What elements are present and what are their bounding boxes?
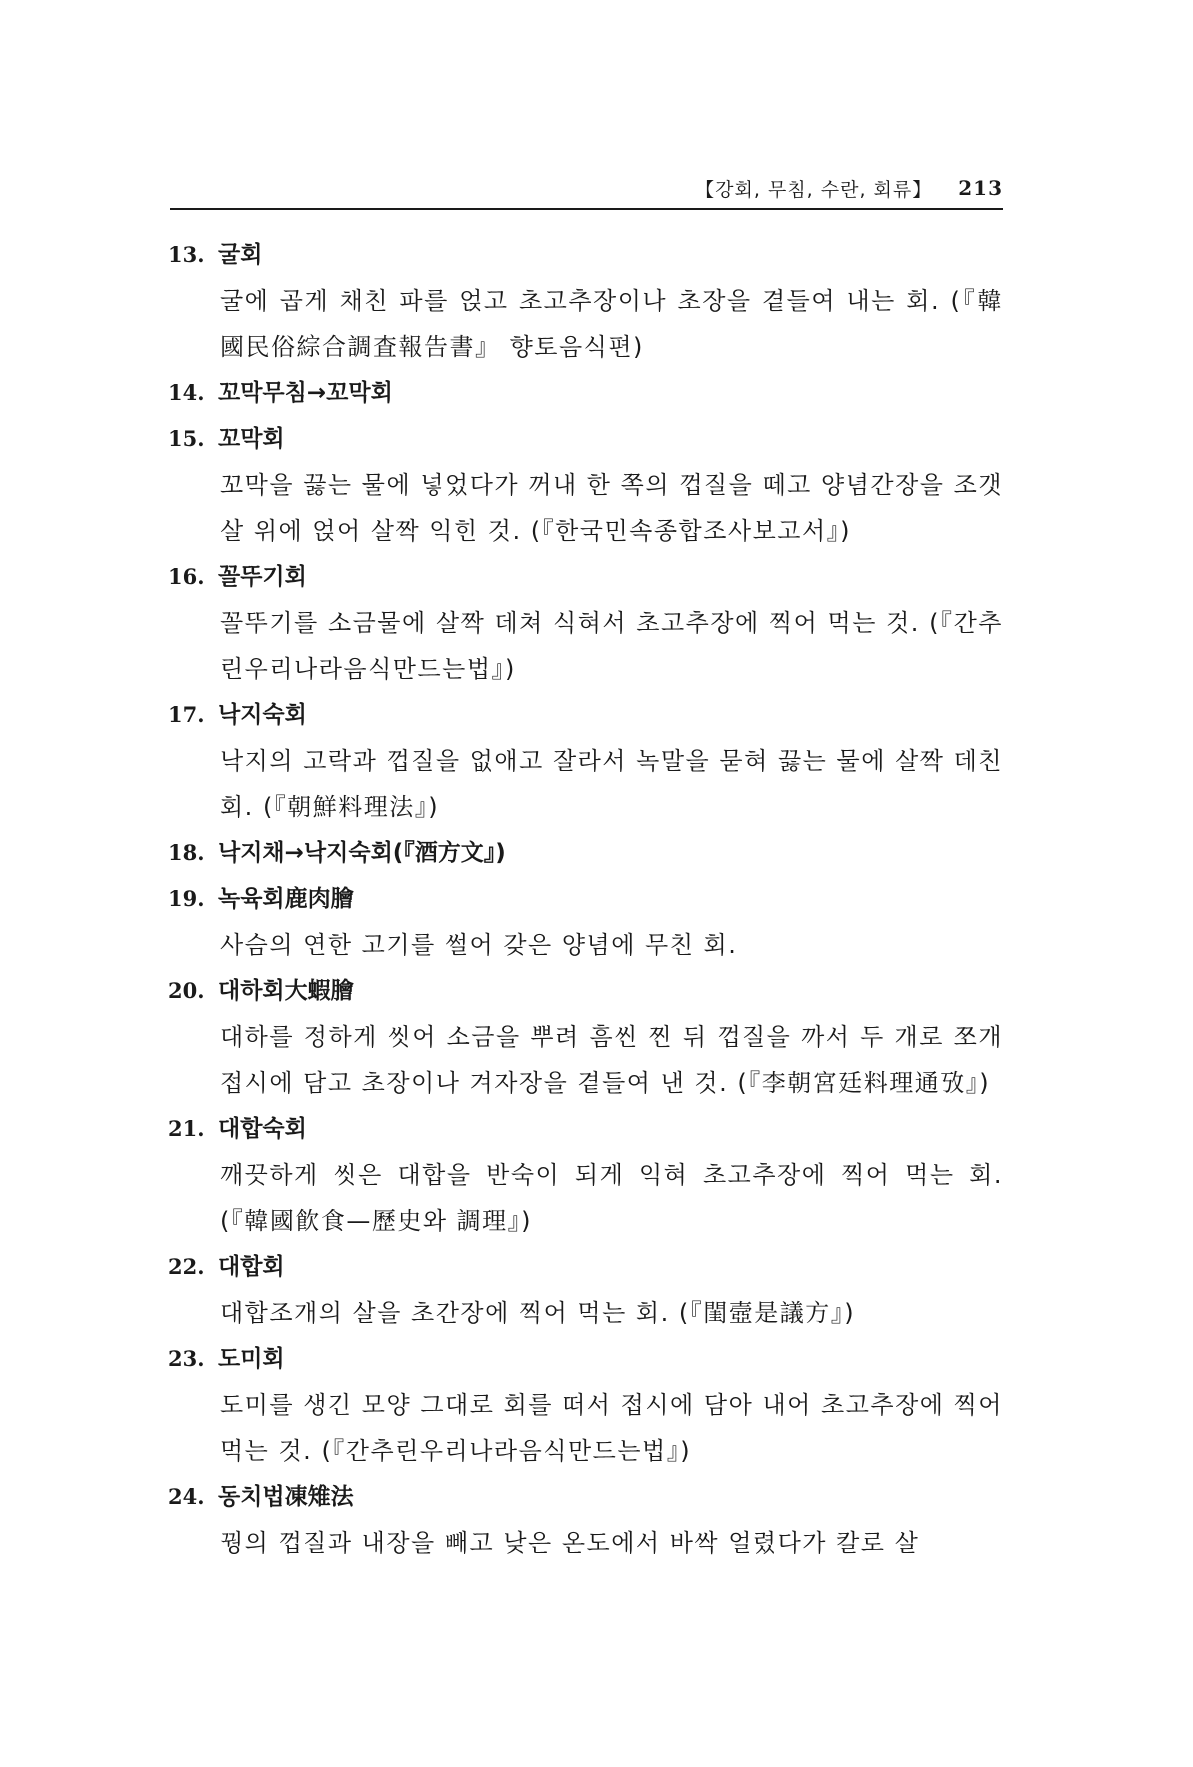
glossary-entry <box>168 1336 1003 1474</box>
entry-heading <box>168 876 1003 922</box>
entry-heading <box>168 830 1003 876</box>
entry-title: 동치법凍雉法 <box>218 1484 354 1510</box>
entry-number: 19. <box>168 886 205 911</box>
entry-heading <box>168 1244 1003 1290</box>
entry-title: 대합회 <box>218 1254 285 1280</box>
glossary-entry <box>168 416 1003 554</box>
entry-number: 23. <box>168 1346 205 1371</box>
entry-heading <box>168 1106 1003 1152</box>
entry-heading <box>168 370 1003 416</box>
glossary-entry <box>168 876 1003 968</box>
glossary-entry <box>168 232 1003 370</box>
entry-number: 21. <box>168 1116 205 1141</box>
entry-heading <box>168 1336 1003 1382</box>
entry-number: 13. <box>168 242 205 267</box>
entry-number: 20. <box>168 978 205 1003</box>
entry-title: 낙지채→낙지숙회(『酒方文』) <box>218 840 506 866</box>
entry-title: 꼬막무침→꼬막회 <box>218 380 393 406</box>
glossary-entry <box>168 692 1003 830</box>
entry-number: 18. <box>168 840 205 865</box>
entry-definition: 꼬막을 끓는 물에 넣었다가 꺼내 한 쪽의 껍질을 떼고 양념간장을 조갯살 위에 얹어 살짝 익힌 것. (『한국민속종합조사보고서』) <box>220 471 1003 545</box>
entry-definition: 꼴뚜기를 소금물에 살짝 데쳐 식혀서 초고추장에 찍어 먹는 것. (『간추린우리나라음식만드는법』) <box>220 609 1003 683</box>
glossary-entry <box>168 1106 1003 1244</box>
entry-definition: 굴에 곱게 채친 파를 얹고 초고추장이나 초장을 곁들여 내는 회. (『韓國民俗綜合調査報告書』 향토음식편) <box>220 287 1003 361</box>
glossary-entry <box>168 554 1003 692</box>
entry-heading <box>168 968 1003 1014</box>
entry-number: 17. <box>168 702 205 727</box>
glossary-entry <box>168 830 1003 876</box>
entry-definition: 낙지의 고락과 껍질을 없애고 잘라서 녹말을 묻혀 끓는 물에 살짝 데친 회. (『朝鮮料理法』) <box>220 747 1003 821</box>
entry-number: 15. <box>168 426 205 451</box>
entry-title: 대하회大蝦膾 <box>218 978 354 1004</box>
page-number: 213 <box>958 176 1003 200</box>
running-title: 【강회, 무침, 수란, 회류】 <box>695 178 933 201</box>
entry-number: 22. <box>168 1254 205 1279</box>
entry-title: 굴회 <box>218 242 263 268</box>
glossary-entry <box>168 1474 1003 1566</box>
glossary-entry <box>168 968 1003 1106</box>
entry-title: 도미회 <box>218 1346 285 1372</box>
entry-title: 꼬막회 <box>218 426 285 452</box>
entry-number: 14. <box>168 380 205 405</box>
entry-number: 24. <box>168 1484 205 1509</box>
entry-definition: 깨끗하게 씻은 대합을 반숙이 되게 익혀 초고추장에 찍어 먹는 회. (『韓國飮食—歷史와 調理』) <box>220 1161 1003 1235</box>
entry-definition: 대하를 정하게 씻어 소금을 뿌려 흠씬 찐 뒤 껍질을 까서 두 개로 쪼개 접시에 담고 초장이나 겨자장을 곁들여 낸 것. (『李朝宮廷料理通攷』) <box>220 1023 1003 1097</box>
entry-heading <box>168 692 1003 738</box>
entry-number: 16. <box>168 564 205 589</box>
entry-heading <box>168 554 1003 600</box>
entry-title: 대합숙회 <box>218 1116 307 1142</box>
entry-definition: 도미를 생긴 모양 그대로 회를 떠서 접시에 담아 내어 초고추장에 찍어 먹는 것. (『간추린우리나라음식만드는법』) <box>220 1391 1003 1465</box>
entry-title: 녹육회鹿肉膾 <box>218 886 354 912</box>
glossary-entry <box>168 370 1003 416</box>
running-header <box>170 168 1003 210</box>
entry-definition: 꿩의 껍질과 내장을 빼고 낮은 온도에서 바싹 얼렸다가 칼로 살 <box>220 1529 920 1557</box>
entry-title: 꼴뚜기회 <box>218 564 307 590</box>
entry-definition: 대합조개의 살을 초간장에 찍어 먹는 회. (『閨壼是議方』) <box>220 1299 856 1327</box>
entry-heading <box>168 416 1003 462</box>
entry-definition: 사슴의 연한 고기를 썰어 갖은 양념에 무친 회. <box>220 931 738 959</box>
entry-title: 낙지숙회 <box>218 702 307 728</box>
entry-heading <box>168 1474 1003 1520</box>
glossary-entry <box>168 1244 1003 1336</box>
entry-heading <box>168 232 1003 278</box>
glossary-entries <box>168 232 1003 1566</box>
